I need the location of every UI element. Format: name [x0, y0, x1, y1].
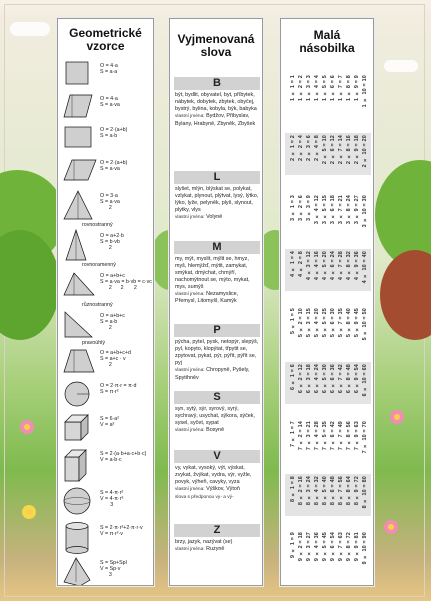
- shape-icon: [62, 156, 98, 188]
- times-table-line: 6 × 10 = 60: [362, 364, 368, 397]
- words-title-line1: Vyjmenovaná: [177, 32, 255, 46]
- formula-text: O = 3·a S = a·va 2: [100, 193, 120, 212]
- times-table-line: 1 × 8 = 8: [346, 75, 352, 101]
- shape-icon: [62, 123, 98, 155]
- section-letter: P: [174, 324, 260, 337]
- times-table-line: 1 × 9 = 9: [354, 75, 360, 101]
- proper-names: Bydžov, Přibyslav, Bylany, Hrabyně, Zbyněk, Zbyšek: [175, 112, 256, 127]
- times-table-6: [285, 362, 371, 408]
- times-table-line: 5 × 6 = 30: [330, 308, 336, 338]
- words-title: [170, 19, 262, 59]
- times-table-line: 3 × 2 = 6: [298, 195, 304, 221]
- times-table-line: 4 × 8 = 32: [346, 251, 352, 281]
- times-table-line: 3 × 10 = 30: [362, 195, 368, 228]
- times-table-5: [285, 306, 371, 352]
- geometry-title: [58, 19, 153, 53]
- times-table-line: 5 × 3 = 15: [306, 308, 312, 338]
- formula-text: S = 6·a² V = a³: [100, 416, 119, 429]
- times-table-line: 4 × 5 = 20: [322, 251, 328, 281]
- times-table-line: 7 × 2 = 14: [298, 421, 304, 451]
- multiplication-title: [281, 19, 373, 55]
- formula-text: S = Sp+Spl V = Sp·v 3: [100, 560, 127, 579]
- times-table-line: 6 × 7 = 42: [338, 364, 344, 394]
- shape-icon: [62, 447, 98, 485]
- times-table-line: 9 × 4 = 36: [314, 532, 320, 562]
- times-table-line: 7 × 9 = 63: [354, 421, 360, 451]
- times-table-2: [285, 133, 371, 179]
- flower-decoration: [22, 505, 36, 519]
- proper-names-label: vlastní jména:: [175, 214, 205, 220]
- proper-names-label: vlastní jména:: [175, 546, 205, 552]
- word-section-b: [174, 77, 260, 128]
- times-table-line: 5 × 4 = 20: [314, 308, 320, 338]
- times-table-line: 7 × 3 = 21: [306, 421, 312, 451]
- shape-icon: [62, 346, 98, 379]
- times-table-line: 8 × 1 = 8: [290, 476, 296, 502]
- times-table-line: 6 × 3 = 18: [306, 364, 312, 394]
- times-table-line: 1 × 5 = 5: [322, 75, 328, 101]
- section-letter: S: [174, 391, 260, 404]
- formula-text: O = 2·(a+b) S = a·b: [100, 127, 128, 140]
- times-table-1: [285, 73, 371, 119]
- times-table-line: 7 × 4 = 28: [314, 421, 320, 451]
- word-list: [174, 90, 260, 128]
- proper-names-label: vlastní jména:: [175, 486, 205, 492]
- proper-names-label: vlastní jména:: [175, 291, 205, 297]
- times-table-line: 5 × 1 = 5: [290, 308, 296, 334]
- formula-text: S = 2·(a·b+a·c+b·c) V = a·b·c: [100, 451, 147, 464]
- word-section-z: [174, 524, 260, 554]
- formula-row: [62, 156, 151, 188]
- formula-text: O = a+b+c S = a·va = b·vb = c·vc 2 2 2: [100, 273, 152, 292]
- proper-names: Výškov, Výtoň: [206, 485, 240, 492]
- times-table-line: 4 × 9 = 36: [354, 251, 360, 281]
- formula-row: [62, 59, 151, 90]
- formula-row: [62, 92, 151, 122]
- word-list: [174, 537, 260, 554]
- proper-names-label: vlastní jména:: [175, 113, 205, 119]
- formula-row: [62, 486, 151, 520]
- times-table-line: 5 × 8 = 40: [346, 308, 352, 338]
- formula-row: [62, 123, 151, 155]
- proper-names: Volyně: [206, 213, 223, 220]
- formula-row: [62, 309, 151, 347]
- cloud-decoration: [10, 22, 50, 36]
- times-table-line: 1 × 3 = 3: [306, 75, 312, 101]
- times-table-line: 4 × 2 = 8: [298, 251, 304, 277]
- word-section-s: [174, 391, 260, 435]
- shape-icon: [62, 412, 98, 446]
- section-letter: M: [174, 241, 260, 254]
- proper-names: Nezamyslice, Přemysl, Litomyšl, Kamýk: [175, 290, 239, 305]
- word-section-m: [174, 241, 260, 305]
- times-table-line: 9 × 2 = 18: [298, 532, 304, 562]
- word-text: brzy, jazyk, nazývat (se): [175, 539, 233, 545]
- formula-row: [62, 379, 151, 411]
- times-table-line: 7 × 1 = 7: [290, 421, 296, 447]
- times-table-line: 4 × 6 = 24: [330, 251, 336, 281]
- times-table-line: 3 × 4 = 12: [314, 195, 320, 225]
- word-text: pýcha, pytel, pysk, netopýr, slepýš, pyl, kopyto, klopýtat, třpytit se, zpytovat, pykat, pýr, pýřit, pýřit se, pyj: [175, 339, 259, 366]
- shape-caption: různostranný: [82, 302, 113, 308]
- times-table-7: [285, 419, 371, 465]
- times-table-line: 9 × 7 = 63: [338, 532, 344, 562]
- times-table-line: 5 × 5 = 25: [322, 308, 328, 338]
- times-table-line: 6 × 1 = 6: [290, 364, 296, 390]
- formula-text: O = 4·a S = a·a: [100, 63, 118, 76]
- times-table-line: 7 × 5 = 35: [322, 421, 328, 451]
- times-table-line: 1 × 10 = 10: [362, 75, 368, 108]
- geometry-title-line1: Geometrické: [69, 26, 142, 40]
- shape-icon: [62, 92, 98, 122]
- times-table-line: 2 × 3 = 6: [306, 135, 312, 161]
- section-letter: L: [174, 171, 260, 184]
- word-text: být, bydlit, obyvatel, byt, příbytek, nábytek, dobytek, zbytek, obyčej, bystrý, bylina, kobyla, býk, babyka: [175, 92, 257, 112]
- words-panel: [169, 18, 263, 586]
- times-table-line: 6 × 5 = 30: [322, 364, 328, 394]
- times-table-line: 3 × 6 = 18: [330, 195, 336, 225]
- section-letter: Z: [174, 524, 260, 537]
- times-table-line: 1 × 1 = 1: [290, 75, 296, 101]
- times-table-line: 4 × 4 = 16: [314, 251, 320, 281]
- times-table-line: 1 × 7 = 7: [338, 75, 344, 101]
- word-text: syn, sytý, sýr, syrový, syrý, sychravý, usychat, sýkora, sýček, sysel, syčet, sypat: [175, 406, 255, 426]
- times-table-line: 7 × 8 = 56: [346, 421, 352, 451]
- formula-row: [62, 556, 151, 586]
- geometry-title-line2: vzorce: [86, 39, 125, 53]
- times-table-line: 5 × 2 = 10: [298, 308, 304, 338]
- word-list: [174, 337, 260, 381]
- word-section-p: [174, 324, 260, 381]
- times-table-line: 4 × 10 = 40: [362, 251, 368, 284]
- times-table-line: 3 × 7 = 21: [338, 195, 344, 225]
- times-table-line: 8 × 4 = 32: [314, 476, 320, 506]
- times-table-line: 2 × 8 = 16: [346, 135, 352, 165]
- times-table-line: 2 × 4 = 8: [314, 135, 320, 161]
- times-table-line: 3 × 1 = 3: [290, 195, 296, 221]
- times-table-line: 5 × 10 = 50: [362, 308, 368, 341]
- times-table-line: 3 × 3 = 9: [306, 195, 312, 221]
- word-text: my, mýt, myslit, mýlit se, hmyz, myš, hlemýžď, mýtit, zamykat, smýkat, dmýchat, chmýří, nachomýtnout se, mýto, mykat, mys, sumýš: [175, 256, 250, 290]
- formula-text: S = 4·π·r² V = 4·π·r³ 3: [100, 490, 124, 509]
- formula-row: [62, 189, 151, 229]
- prefix-note: slova s předponou vy- a vý-: [175, 494, 234, 500]
- times-table-line: 2 × 9 = 18: [354, 135, 360, 165]
- times-table-line: 2 × 1 = 2: [290, 135, 296, 161]
- times-table-line: 2 × 2 = 4: [298, 135, 304, 161]
- times-table-line: 9 × 1 = 9: [290, 532, 296, 558]
- times-table-3: [285, 193, 371, 239]
- formula-text: O = 2·(a+b) S = a·va: [100, 160, 128, 173]
- times-table-line: 9 × 8 = 72: [346, 532, 352, 562]
- times-table-line: 8 × 9 = 72: [354, 476, 360, 506]
- section-letter: B: [174, 77, 260, 90]
- word-list: [174, 254, 260, 305]
- times-table-line: 9 × 10 = 90: [362, 532, 368, 565]
- shape-icon: [62, 486, 98, 520]
- proper-names: Chropyně, Pyšely, Spytihněv: [175, 366, 250, 381]
- times-table-line: 6 × 4 = 24: [314, 364, 320, 394]
- times-table-line: 8 × 7 = 56: [338, 476, 344, 506]
- times-table-4: [285, 249, 371, 295]
- times-table-line: 8 × 5 = 40: [322, 476, 328, 506]
- formula-row: [62, 269, 151, 309]
- formula-text: O = a+b+c+d S = a+c · v 2: [100, 350, 131, 369]
- word-section-v: [174, 450, 260, 502]
- flower-decoration: [390, 410, 404, 424]
- times-table-line: 7 × 6 = 42: [330, 421, 336, 451]
- multiplication-title-line2: násobilka: [299, 41, 355, 55]
- word-section-l: [174, 171, 260, 222]
- formula-text: S = 2·π·r²+2·π·r·v V = π·r²·v: [100, 525, 143, 538]
- shape-caption: pravoúhlý: [82, 340, 105, 346]
- word-list: [174, 184, 260, 222]
- flower-decoration: [384, 520, 398, 534]
- words-title-line2: slova: [200, 45, 232, 59]
- times-table-line: 7 × 10 = 70: [362, 421, 368, 454]
- word-text: vy, vykat, vysoký, výt, výskat, zvykat, žvýkat, vydra, výr, vyžle, povyk, výheň, cavyky, vyza: [175, 465, 252, 485]
- times-table-line: 2 × 7 = 14: [338, 135, 344, 165]
- times-table-line: 5 × 7 = 35: [338, 308, 344, 338]
- times-table-line: 4 × 7 = 28: [338, 251, 344, 281]
- times-table-line: 2 × 5 = 10: [322, 135, 328, 165]
- times-table-line: 7 × 7 = 49: [338, 421, 344, 451]
- times-table-line: 5 × 9 = 45: [354, 308, 360, 338]
- multiplication-panel: [280, 18, 374, 586]
- word-list: [174, 404, 260, 435]
- times-table-line: 9 × 5 = 45: [322, 532, 328, 562]
- times-table-9: [285, 530, 371, 576]
- formula-row: [62, 447, 151, 485]
- shape-caption: rovnoramenný: [82, 262, 116, 268]
- word-list: [174, 463, 260, 502]
- times-table-line: 9 × 9 = 81: [354, 532, 360, 562]
- times-table-line: 4 × 3 = 12: [306, 251, 312, 281]
- times-table-line: 8 × 2 = 16: [298, 476, 304, 506]
- times-table-line: 8 × 3 = 24: [306, 476, 312, 506]
- shape-icon: [62, 379, 98, 411]
- word-text: slyšet, mlýn, blýskat se, polykat, vzlykat, plynout, plýtvat, lysý, lýtko, lýko, lyže, pelyněk, plyš, slynout, plytky, vlys: [175, 186, 259, 213]
- proper-names-label: vlastní jména:: [175, 427, 205, 433]
- times-table-line: 4 × 1 = 4: [290, 251, 296, 277]
- times-table-8: [285, 474, 371, 520]
- shape-icon: [62, 521, 98, 555]
- times-table-line: 3 × 5 = 15: [322, 195, 328, 225]
- times-table-line: 6 × 8 = 48: [346, 364, 352, 394]
- formula-row: [62, 346, 151, 379]
- times-table-line: 3 × 9 = 27: [354, 195, 360, 225]
- times-table-line: 2 × 6 = 12: [330, 135, 336, 165]
- formula-row: [62, 229, 151, 269]
- times-table-line: 8 × 6 = 48: [330, 476, 336, 506]
- cloud-decoration: [384, 60, 418, 72]
- multiplication-title-line1: Malá: [313, 28, 341, 42]
- geometry-panel: [57, 18, 154, 586]
- formula-row: [62, 412, 151, 446]
- flower-decoration: [20, 420, 34, 434]
- formula-row: [62, 521, 151, 555]
- times-table-line: 1 × 2 = 2: [298, 75, 304, 101]
- section-letter: V: [174, 450, 260, 463]
- times-table-line: 1 × 4 = 4: [314, 75, 320, 101]
- times-table-line: 6 × 6 = 36: [330, 364, 336, 394]
- times-table-line: 3 × 8 = 24: [346, 195, 352, 225]
- times-table-line: 6 × 9 = 54: [354, 364, 360, 394]
- formula-text: O = a+b+c S = a·b 2: [100, 313, 125, 332]
- times-table-line: 9 × 6 = 54: [330, 532, 336, 562]
- times-table-line: 6 × 2 = 12: [298, 364, 304, 394]
- times-table-line: 8 × 10 = 80: [362, 476, 368, 509]
- times-table-line: 9 × 3 = 27: [306, 532, 312, 562]
- times-table-line: 2 × 10 = 20: [362, 135, 368, 168]
- formula-text: O = 2·π·r = π·d S = π·r²: [100, 383, 137, 396]
- shape-icon: [62, 59, 98, 90]
- shape-icon: [62, 556, 98, 586]
- times-table-line: 1 × 6 = 6: [330, 75, 336, 101]
- formula-text: O = 4·a S = a·va: [100, 96, 120, 109]
- times-table-line: 8 × 8 = 64: [346, 476, 352, 506]
- shape-caption: rovnostranný: [82, 222, 113, 228]
- proper-names: Ruzyně: [206, 545, 225, 552]
- proper-names: Bosyně: [206, 426, 225, 433]
- proper-names-label: vlastní jména:: [175, 367, 205, 373]
- formula-text: O = a+2·b S = b·vb 2: [100, 233, 124, 252]
